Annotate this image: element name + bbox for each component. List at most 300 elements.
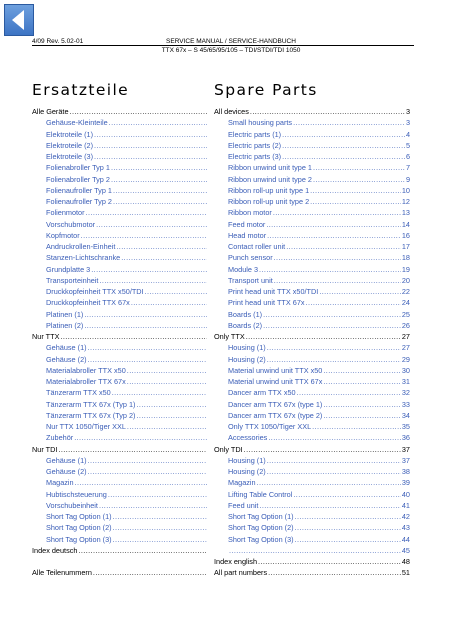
toc-page-number: 38 — [401, 467, 410, 476]
toc-entry-link[interactable] — [32, 286, 208, 297]
toc-entry-label: Magazin — [228, 478, 256, 488]
toc-entry-link[interactable] — [32, 432, 208, 443]
toc-entry-link[interactable] — [214, 219, 410, 230]
toc-entry-link[interactable] — [32, 342, 208, 353]
back-button[interactable] — [4, 4, 34, 36]
toc-entry-label: Alle Teilenummern — [32, 568, 92, 578]
toc-entry-label: Module 3 — [228, 264, 259, 274]
toc-entry-link[interactable] — [214, 489, 410, 500]
toc-entry-link[interactable] — [214, 534, 410, 545]
toc-entry-label: Boards (2) — [228, 320, 263, 330]
toc-entry-label: Druckkopfeinheit TTX x50/TDI — [46, 287, 144, 296]
toc-page-number: 29 — [401, 354, 410, 364]
dot-leader — [312, 421, 401, 432]
dot-leader — [282, 140, 405, 151]
toc-entry-label: Platinen (2) — [46, 320, 84, 330]
toc-entry-label: Print head unit TTX 67x — [228, 298, 305, 308]
toc-page-number: 42 — [401, 512, 410, 521]
dot-leader — [310, 196, 401, 207]
toc-entry-link[interactable] — [32, 511, 208, 522]
toc-entry-label: Elektroteile (1) — [46, 129, 94, 139]
model-line: TTX 67x – S 45/65/95/105 – TDI/STDI/TDI 1050 — [161, 47, 301, 54]
toc-entry-link[interactable] — [214, 342, 410, 353]
toc-entry-link[interactable] — [32, 421, 208, 432]
dot-leader — [295, 534, 401, 545]
dot-leader — [99, 275, 207, 286]
english-title: Spare Parts — [214, 81, 318, 99]
dot-leader — [131, 297, 207, 308]
toc-entry-label: Short Tag Option (1) — [46, 512, 112, 521]
toc-entry-link[interactable] — [214, 309, 410, 320]
toc-page-number: 39 — [401, 478, 410, 488]
dot-leader — [111, 162, 207, 173]
manual-title: SERVICE MANUAL / SERVICE-HANDBUCH — [166, 38, 296, 45]
german-toc — [32, 80, 208, 579]
toc-page-number: 35 — [401, 422, 410, 431]
dot-leader — [323, 399, 401, 410]
toc-entry-link[interactable] — [214, 162, 410, 173]
toc-entry-label: Short Tag Option (2) — [228, 523, 294, 533]
toc-entry-link[interactable] — [214, 522, 410, 533]
toc-entry-link[interactable] — [214, 410, 410, 421]
toc-entry-link[interactable] — [32, 399, 208, 410]
toc-entry-link[interactable] — [214, 297, 410, 308]
toc-entry-label: Hubtischsteuerung — [46, 489, 107, 499]
dot-leader — [74, 432, 207, 443]
toc-entry-link[interactable] — [214, 354, 410, 365]
dot-leader — [323, 365, 401, 376]
dot-leader — [250, 106, 405, 117]
dot-leader — [268, 567, 401, 578]
toc-page-number: 22 — [401, 287, 410, 296]
toc-entry-link[interactable] — [32, 297, 208, 308]
dot-leader — [94, 129, 207, 140]
toc-entry-label: Materialabroller TTX x50 — [46, 365, 126, 375]
toc-page-number: 25 — [401, 309, 410, 319]
toc-entry-link[interactable] — [214, 432, 410, 443]
dot-leader — [136, 399, 207, 410]
dot-leader — [96, 219, 207, 230]
toc-entry-label: Index deutsch — [32, 545, 78, 555]
toc-entry-label: Elektroteile (3) — [46, 152, 94, 161]
toc-entry-label: Gehäuse-Kleinteile — [46, 118, 108, 128]
dot-leader — [310, 185, 401, 196]
dot-leader — [88, 466, 207, 477]
toc-entry-label: Gehäuse (2) — [46, 467, 87, 476]
dot-leader — [295, 522, 401, 533]
toc-entry-label: Contact roller unit — [228, 242, 286, 251]
toc-entry-label: Short Tag Option (2) — [46, 523, 112, 533]
toc-entry-label: Electric parts (2) — [228, 140, 282, 150]
toc-section-link[interactable] — [214, 556, 410, 567]
toc-entry-label: Electric parts (1) — [228, 129, 282, 139]
toc-page-number: 3 — [405, 107, 410, 116]
dot-leader — [323, 410, 401, 421]
toc-entry-link[interactable] — [214, 545, 410, 556]
toc-entry-link[interactable] — [32, 162, 208, 173]
dot-leader — [136, 410, 207, 421]
dot-leader — [229, 545, 401, 556]
toc-page-number: 26 — [401, 320, 410, 330]
dot-leader — [319, 286, 401, 297]
dot-leader — [297, 387, 401, 398]
toc-spacer — [32, 556, 208, 567]
toc-entry-link[interactable] — [32, 522, 208, 533]
toc-entry-label: Magazin — [46, 478, 74, 488]
english-toc — [214, 80, 410, 579]
toc-entry-label: Gehäuse (1) — [46, 343, 87, 353]
toc-entry-label: Grundplatte 3 — [46, 264, 91, 274]
toc-page-number: 14 — [401, 219, 410, 229]
toc-entry-link[interactable] — [32, 264, 208, 275]
toc-entry-label: Housing (2) — [228, 467, 266, 476]
dot-leader — [111, 174, 207, 185]
toc-entry-label: Kopfmotor — [46, 230, 80, 240]
toc-entry-label: Material unwind unit TTX 67x — [228, 377, 323, 386]
dot-leader — [274, 275, 401, 286]
dot-leader — [266, 219, 401, 230]
toc-page-number: 13 — [401, 208, 410, 218]
toc-entry-label: Electric parts (3) — [228, 152, 282, 161]
dot-leader — [286, 241, 401, 252]
toc-section-link[interactable] — [32, 331, 208, 342]
toc-page-number: 5 — [405, 140, 410, 150]
dot-leader — [75, 477, 207, 488]
dot-leader — [306, 297, 401, 308]
toc-entry-label: Folienabroller Typ 2 — [46, 174, 110, 184]
toc-entry-label: Feed motor — [228, 219, 266, 229]
toc-page-number: 4 — [405, 129, 410, 139]
toc-page-number: 30 — [401, 365, 410, 375]
dot-leader — [113, 522, 207, 533]
toc-page-number: 27 — [401, 343, 410, 353]
toc-entry-link[interactable] — [32, 376, 208, 387]
toc-entry-link[interactable] — [32, 410, 208, 421]
toc-entry-link[interactable] — [214, 230, 410, 241]
toc-page-number: 48 — [401, 557, 410, 566]
toc-page-number: 36 — [401, 433, 410, 443]
dot-leader — [60, 331, 207, 342]
toc-page-number: 44 — [401, 534, 410, 544]
toc-entry-link[interactable] — [214, 455, 410, 466]
dot-leader — [293, 489, 401, 500]
toc-page-number: 19 — [401, 264, 410, 274]
toc-page-number: 3 — [405, 118, 410, 128]
toc-entry-link[interactable] — [214, 185, 410, 196]
dot-leader — [84, 320, 207, 331]
toc-entry-label: Transporteinheit — [46, 275, 99, 285]
toc-page-number: 32 — [401, 388, 410, 398]
toc-entry-link[interactable] — [214, 421, 410, 432]
dot-leader — [258, 556, 401, 567]
toc-entry-label: Dancer arm TTX 67x (type 1) — [228, 399, 323, 409]
toc-entry-link[interactable] — [214, 466, 410, 477]
toc-entry-link[interactable] — [32, 455, 208, 466]
toc-page-number: 34 — [401, 410, 410, 420]
toc-page-number: 18 — [401, 253, 410, 263]
toc-entry-label: Only TDI — [214, 444, 243, 454]
dot-leader — [113, 534, 207, 545]
toc-entry-link[interactable] — [214, 117, 410, 128]
toc-page-number: 37 — [401, 444, 410, 454]
toc-entry-label: Accessories — [228, 433, 268, 443]
toc-entry-label: Boards (1) — [228, 309, 263, 319]
toc-entry-link[interactable] — [214, 275, 410, 286]
toc-entry-link[interactable] — [214, 320, 410, 331]
toc-entry-link[interactable] — [214, 399, 410, 410]
toc-entry-label: Ribbon roll-up unit type 2 — [228, 197, 310, 206]
toc-entry-link[interactable] — [214, 511, 410, 522]
toc-entry-label: Materialabroller TTX 67x — [46, 377, 126, 386]
toc-entry-label: Alle Geräte — [32, 107, 69, 116]
toc-section-link[interactable] — [214, 567, 410, 578]
dot-leader — [267, 342, 401, 353]
toc-entry-label: Feed unit — [228, 500, 259, 510]
dot-leader — [109, 117, 207, 128]
toc-entry-link[interactable] — [32, 477, 208, 488]
toc-entry-label: Andruckrollen-Einheit — [46, 242, 116, 251]
dot-leader — [127, 421, 207, 432]
dot-leader — [81, 230, 207, 241]
toc-entry-label: Elektroteile (2) — [46, 140, 94, 150]
toc-entry-label: Transport unit — [228, 275, 273, 285]
dot-leader — [113, 185, 207, 196]
toc-entry-label: Druckkopfeinheit TTX 67x — [46, 298, 130, 308]
dot-leader — [99, 500, 207, 511]
toc-entry-label: Head motor — [228, 230, 267, 240]
dot-leader — [268, 432, 401, 443]
toc-page-number: 33 — [401, 399, 410, 409]
toc-entry-link[interactable] — [32, 500, 208, 511]
toc-entry-label: Index english — [214, 557, 258, 566]
toc-entry-label: Material unwind unit TTX x50 — [228, 365, 323, 375]
toc-section-link[interactable] — [32, 545, 208, 556]
dot-leader — [88, 342, 207, 353]
toc-entry-link[interactable] — [214, 196, 410, 207]
toc-entry-link[interactable] — [32, 151, 208, 162]
toc-entry-link[interactable] — [32, 129, 208, 140]
toc-entry-label: Tänzerarm TTX x50 — [46, 388, 111, 398]
toc-entry-link[interactable] — [214, 286, 410, 297]
toc-section-link[interactable] — [32, 567, 208, 578]
toc-entry-label: Tänzerarm TTX 67x (Typ 2) — [46, 410, 136, 420]
toc-page-number: 51 — [401, 568, 410, 578]
dot-leader — [88, 354, 207, 365]
toc-page-number: 40 — [401, 489, 410, 499]
toc-entry-link[interactable] — [32, 219, 208, 230]
toc-entry-label: Platinen (1) — [46, 309, 84, 319]
header-divider — [32, 45, 414, 46]
toc-entry-label: Vorschubmotor — [46, 219, 96, 229]
dot-leader — [94, 140, 207, 151]
dot-leader — [267, 230, 401, 241]
toc-entry-label: Tänzerarm TTX 67x (Typ 1) — [46, 399, 136, 409]
toc-entry-label: Gehäuse (1) — [46, 455, 87, 465]
toc-entry-link[interactable] — [214, 241, 410, 252]
toc-entry-link[interactable] — [214, 174, 410, 185]
toc-entry-label: Nur TTX 1050/Tiger XXL — [46, 422, 126, 431]
toc-page-number: 20 — [401, 275, 410, 285]
dot-leader — [127, 376, 207, 387]
dot-leader — [58, 444, 207, 455]
dot-leader — [145, 286, 207, 297]
dot-leader — [94, 151, 207, 162]
dot-leader — [93, 567, 207, 578]
dot-leader — [263, 320, 401, 331]
toc-entry-link[interactable] — [214, 387, 410, 398]
dot-leader — [91, 264, 207, 275]
toc-entry-label: Zubehör — [46, 433, 74, 443]
dot-leader — [274, 252, 401, 263]
toc-page-number: 9 — [405, 174, 410, 184]
dot-leader — [263, 309, 401, 320]
toc-entry-label: Ribbon roll-up unit type 1 — [228, 185, 310, 195]
toc-entry-link[interactable] — [32, 140, 208, 151]
toc-page-number: 45 — [401, 545, 410, 555]
toc-entry-label: Ribbon unwind unit type 2 — [228, 174, 312, 184]
toc-entry-link[interactable] — [32, 489, 208, 500]
toc-entry-link[interactable] — [32, 241, 208, 252]
toc-entry-link[interactable] — [32, 387, 208, 398]
dot-leader — [323, 376, 401, 387]
toc-entry-label: Folienmotor — [46, 208, 85, 218]
toc-entry-link[interactable] — [32, 207, 208, 218]
dot-leader — [295, 511, 401, 522]
toc-page-number: 16 — [401, 230, 410, 240]
toc-page-number: 6 — [405, 152, 410, 161]
dot-leader — [246, 331, 401, 342]
toc-entry-label: Nur TDI — [32, 444, 58, 454]
toc-entry-label: Ribbon motor — [228, 208, 272, 218]
toc-section-link[interactable] — [214, 331, 410, 342]
toc-page-number: 27 — [401, 332, 410, 341]
toc-entry-link[interactable] — [214, 477, 410, 488]
toc-section-link[interactable] — [32, 106, 208, 117]
toc-page-number: 24 — [401, 298, 410, 308]
dot-leader — [112, 387, 207, 398]
toc-entry-label: All part numbers — [214, 568, 268, 578]
toc-page-number: 31 — [401, 377, 410, 386]
toc-page-number: 43 — [401, 523, 410, 533]
dot-leader — [267, 455, 401, 466]
german-toc-list — [32, 106, 208, 579]
toc-entry-link[interactable] — [214, 140, 410, 151]
toc-entry-label: Short Tag Option (3) — [46, 534, 112, 544]
dot-leader — [282, 151, 405, 162]
toc-entry-link[interactable] — [32, 320, 208, 331]
dot-leader — [78, 545, 207, 556]
dot-leader — [86, 207, 207, 218]
toc-entry-label: Housing (1) — [228, 343, 266, 353]
toc-page-number: 37 — [401, 455, 410, 465]
toc-entry-label: Stanzen-Lichtschranke — [46, 253, 121, 263]
toc-entry-label: Short Tag Option (1) — [228, 512, 294, 521]
toc-entry-label: Only TTX 1050/Tiger XXL — [228, 422, 312, 431]
toc-entry-link[interactable] — [32, 365, 208, 376]
toc-entry-link[interactable] — [32, 275, 208, 286]
toc-page-number: 17 — [401, 242, 410, 251]
toc-entry-link[interactable] — [214, 252, 410, 263]
left-arrow-icon — [5, 5, 33, 35]
dot-leader — [273, 207, 401, 218]
toc-entry-link[interactable] — [214, 365, 410, 376]
german-title: Ersatzteile — [32, 81, 130, 99]
dot-leader — [113, 196, 207, 207]
toc-entry-link[interactable] — [32, 466, 208, 477]
toc-entry-link[interactable] — [214, 376, 410, 387]
toc-entry-link[interactable] — [214, 207, 410, 218]
toc-entry-label: Print head unit TTX x50/TDI — [228, 287, 319, 296]
dot-leader — [267, 354, 401, 365]
toc-section-link[interactable] — [32, 444, 208, 455]
dot-leader — [113, 511, 207, 522]
dot-leader — [244, 444, 401, 455]
toc-entry-link[interactable] — [32, 230, 208, 241]
toc-entry-label: Short Tag Option (3) — [228, 534, 294, 544]
toc-entry-link[interactable] — [32, 117, 208, 128]
toc-page-number: 12 — [401, 197, 410, 206]
toc-entry-label: Small housing parts — [228, 118, 293, 128]
dot-leader — [313, 174, 405, 185]
toc-entry-link[interactable] — [214, 151, 410, 162]
dot-leader — [127, 365, 207, 376]
toc-entry-label: Nur TTX — [32, 332, 60, 341]
dot-leader — [267, 466, 401, 477]
dot-leader — [259, 500, 400, 511]
toc-entry-link[interactable] — [32, 252, 208, 263]
toc-entry-link[interactable] — [32, 196, 208, 207]
toc-entry-link[interactable] — [32, 534, 208, 545]
dot-leader — [257, 477, 401, 488]
dot-leader — [116, 241, 207, 252]
toc-entry-label: Housing (2) — [228, 354, 266, 364]
dot-leader — [121, 252, 207, 263]
dot-leader — [282, 129, 405, 140]
toc-entry-label: Ribbon unwind unit type 1 — [228, 163, 312, 173]
toc-entry-link[interactable] — [214, 264, 410, 275]
toc-entry-label: Housing (1) — [228, 455, 266, 465]
toc-page-number: 10 — [401, 185, 410, 195]
toc-entry-label: Only TTX — [214, 332, 245, 341]
toc-entry-label: Lifting Table Control — [228, 489, 293, 499]
dot-leader — [293, 117, 405, 128]
toc-entry-link[interactable] — [214, 500, 410, 511]
dot-leader — [108, 489, 207, 500]
toc-section-link[interactable] — [214, 444, 410, 455]
toc-entry-link[interactable] — [32, 354, 208, 365]
english-toc-list — [214, 106, 410, 579]
toc-entry-label: Dancer arm TTX 67x (type 2) — [228, 410, 323, 420]
dot-leader — [313, 162, 405, 173]
toc-page-number: 41 — [401, 500, 410, 510]
toc-entry-link[interactable] — [32, 185, 208, 196]
toc-entry-label: Dancer arm TTX x50 — [228, 388, 296, 398]
toc-entry-label: Vorschubeinheit — [46, 500, 98, 510]
toc-entry-label: Gehäuse (2) — [46, 354, 87, 364]
dot-leader — [259, 264, 401, 275]
toc-entry-label: Folienaufroller Typ 1 — [46, 185, 112, 195]
toc-entry-link[interactable] — [32, 309, 208, 320]
revision-label: 4/09 Rev. 5.02-01 — [32, 38, 84, 45]
toc-entry-link[interactable] — [214, 129, 410, 140]
dot-leader — [88, 455, 207, 466]
toc-entry-label: Folienaufroller Typ 2 — [46, 197, 112, 206]
toc-entry-label: Folienabroller Typ 1 — [46, 163, 110, 173]
toc-entry-label: Punch sensor — [228, 253, 273, 263]
toc-entry-link[interactable] — [32, 174, 208, 185]
dot-leader — [84, 309, 207, 320]
toc-section-link[interactable] — [214, 106, 410, 117]
